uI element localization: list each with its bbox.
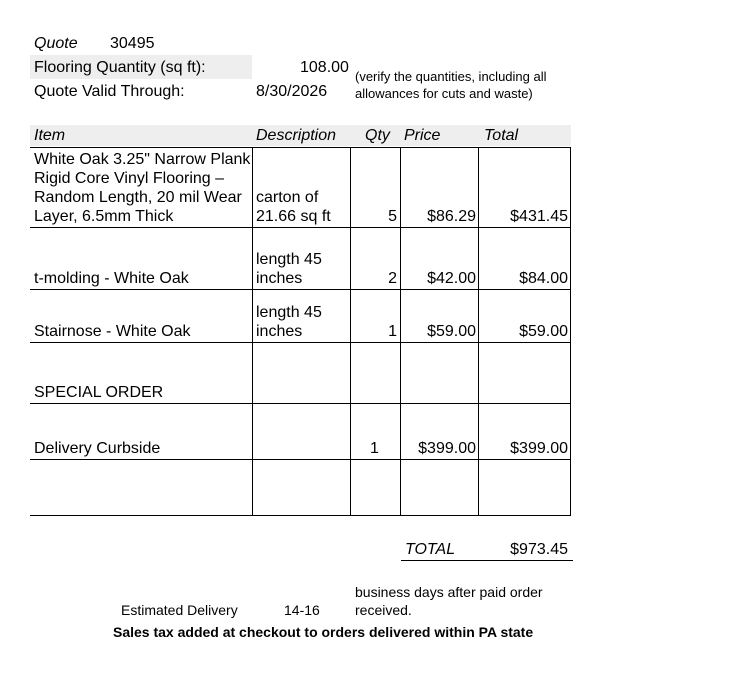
column-divider: [400, 147, 401, 516]
table-row-price: $86.29: [427, 208, 476, 225]
table-row-item-line: Random Length, 20 mil Wear: [34, 189, 242, 206]
column-divider: [252, 147, 253, 516]
estimated-delivery-label: Estimated Delivery: [121, 602, 238, 618]
table-row-item-line: Layer, 6.5mm Thick: [34, 208, 174, 225]
table-row-qty: 1: [388, 323, 397, 340]
quote-label: Quote: [34, 35, 78, 52]
column-header-total: Total: [484, 127, 519, 144]
table-bottom-rule: [30, 515, 571, 516]
verify-note-line2: allowances for cuts and waste): [355, 86, 533, 101]
table-right-border: [570, 147, 571, 516]
valid-through-date: 8/30/2026: [256, 83, 328, 100]
table-row-total: $59.00: [519, 323, 568, 340]
sales-tax-note: Sales tax added at checkout to orders delivered within PA state: [113, 624, 534, 640]
total-underline: [401, 560, 573, 561]
table-row-total: $399.00: [510, 440, 568, 457]
flooring-quantity-value: 108.00: [300, 59, 349, 76]
delivery-note-line2: received.: [355, 602, 412, 618]
row-rule: [30, 403, 571, 404]
column-header-qty: Qty: [365, 127, 390, 144]
table-row-item-line: White Oak 3.25" Narrow Plank: [34, 151, 251, 168]
table-top-rule: [30, 147, 571, 148]
table-row-price: $59.00: [427, 323, 476, 340]
table-row-qty: 2: [388, 270, 397, 287]
total-value: $973.45: [510, 541, 568, 558]
row-rule: [30, 227, 571, 228]
valid-through-label: Quote Valid Through:: [34, 83, 185, 100]
table-row-qty: 5: [388, 208, 397, 225]
table-row-description-line: carton of: [256, 189, 319, 206]
column-divider: [350, 147, 351, 516]
table-row-description-line: inches: [256, 323, 303, 340]
table-row-item-line: Rigid Core Vinyl Flooring –: [34, 170, 225, 187]
column-header-item: Item: [34, 127, 66, 144]
flooring-quantity-label: Flooring Quantity (sq ft):: [34, 59, 206, 76]
row-rule: [30, 342, 571, 343]
verify-note-line1: (verify the quantities, including all: [355, 69, 547, 84]
row-rule: [30, 459, 571, 460]
estimated-delivery-days: 14-16: [284, 602, 320, 618]
table-row-total: $84.00: [519, 270, 568, 287]
table-row-item-line: Delivery Curbside: [34, 440, 161, 457]
delivery-note-line1: business days after paid order: [355, 584, 543, 600]
table-row-total: $431.45: [510, 208, 568, 225]
table-row-qty: 1: [370, 440, 379, 457]
table-row-price: $399.00: [418, 440, 476, 457]
table-row-description-line: length 45: [256, 304, 322, 321]
table-row-description-line: 21.66 sq ft: [256, 208, 331, 225]
column-header-description: Description: [256, 127, 337, 144]
column-divider: [478, 147, 479, 516]
table-row-item-line: t-molding - White Oak: [34, 270, 189, 287]
quote-number: 30495: [110, 35, 155, 52]
column-header-price: Price: [404, 127, 441, 144]
table-row-description-line: inches: [256, 270, 303, 287]
total-label: TOTAL: [405, 541, 456, 558]
table-row-item-line: SPECIAL ORDER: [34, 384, 164, 401]
table-row-item-line: Stairnose - White Oak: [34, 323, 191, 340]
table-row-description-line: length 45: [256, 251, 322, 268]
table-row-price: $42.00: [427, 270, 476, 287]
row-rule: [30, 289, 571, 290]
